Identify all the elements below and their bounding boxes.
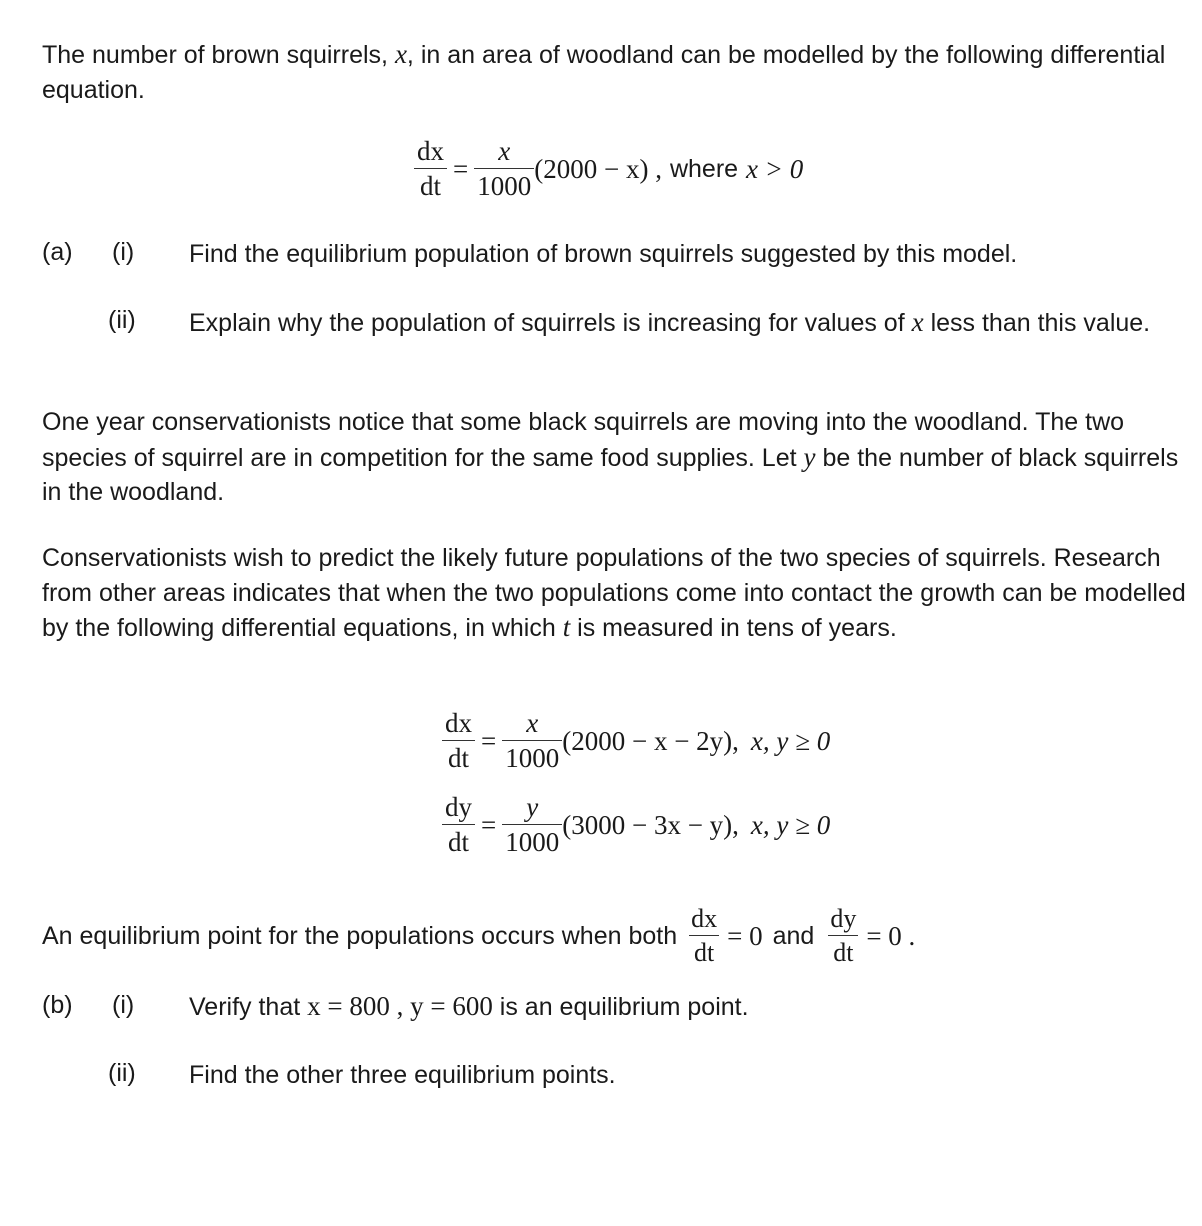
equation-2 xyxy=(442,710,830,772)
equilibrium-eq0a: = 0 xyxy=(727,920,763,951)
equilibrium-dxdt-num: dx xyxy=(689,906,719,936)
part-a-i-text: Find the equilibrium population of brown squirrels suggested by this model. xyxy=(189,240,1018,268)
part-a-ii-after: less than this value. xyxy=(930,309,1151,337)
part-b-i-label: (i) xyxy=(112,991,135,1019)
eq3-bracket: (3000 − 3x − y), xyxy=(562,809,739,840)
equilibrium-sentence xyxy=(42,906,915,966)
equilibrium-and: and xyxy=(772,921,815,950)
part-a-ii-before: Explain why the population of squirrels is increasing for values of xyxy=(189,309,905,337)
para2-var-y: y xyxy=(803,441,816,472)
eq2-rhs-fraction xyxy=(502,710,562,772)
intro-var-x: x xyxy=(394,39,407,69)
eq1-lhs-num: dx xyxy=(414,138,447,169)
eq2-lhs-fraction xyxy=(442,710,475,772)
eq1-equals: = xyxy=(453,153,469,184)
eq3-lhs-fraction xyxy=(442,794,475,856)
part-b-i-math: x = 800 , y = 600 xyxy=(307,991,493,1021)
eq3-lhs-num: dy xyxy=(442,794,475,825)
part-b-ii-text: Find the other three equilibrium points. xyxy=(189,1061,616,1089)
eq3-lhs-den: dt xyxy=(447,827,469,857)
equilibrium-dydt xyxy=(828,906,858,966)
part-b-label: (b) xyxy=(42,991,73,1019)
intro-text-after: , in an area of woodland can be modelled by the following differential equation. xyxy=(42,41,1166,104)
eq2-lhs-den: dt xyxy=(447,743,469,773)
eq2-rhs-den: 1000 xyxy=(505,743,560,773)
part-b-i-before: Verify that xyxy=(189,993,301,1021)
eq1-where: where xyxy=(669,154,739,183)
part-a-label: (a) xyxy=(42,238,73,266)
equilibrium-dydt-den: dt xyxy=(833,938,854,967)
equilibrium-dxdt xyxy=(689,906,719,966)
eq2-rhs-num: x xyxy=(526,708,539,738)
part-b-ii-label: (ii) xyxy=(108,1059,136,1087)
part-b-i-after: is an equilibrium point. xyxy=(499,993,749,1021)
eq1-lhs-fraction xyxy=(414,138,447,200)
equilibrium-text: An equilibrium point for the populations occurs when both xyxy=(42,921,678,950)
eq1-condition: x > 0 xyxy=(746,153,804,184)
equilibrium-eq0b: = 0 . xyxy=(866,920,916,951)
equilibrium-dxdt-den: dt xyxy=(693,938,715,967)
para2-text-after: be the number of black squirrels in the woodland. xyxy=(42,443,1179,506)
eq3-rhs-num: y xyxy=(526,792,539,822)
paragraph-conservationists xyxy=(42,541,1192,646)
part-b-i-text xyxy=(189,989,1179,1024)
para3-text-after: is measured in tens of years. xyxy=(577,614,897,642)
eq2-bracket: (2000 − x − 2y), xyxy=(562,725,739,756)
eq1-lhs-den: dt xyxy=(419,171,441,201)
part-a-ii-text xyxy=(189,305,1179,340)
eq3-equals: = xyxy=(481,809,497,840)
eq2-condition: x, y ≥ 0 xyxy=(750,725,831,756)
eq1-rhs-num: x xyxy=(498,136,511,166)
eq2-lhs-num: dx xyxy=(442,710,475,741)
part-a-ii-label: (ii) xyxy=(108,306,136,334)
eq3-rhs-den: 1000 xyxy=(505,827,560,857)
eq3-rhs-fraction xyxy=(502,794,562,856)
para2-text-before: One year conservationists notice that some black squirrels are moving into the woodland. The two species of squirrel are in competition for the same food supplies. Let xyxy=(42,408,1125,472)
equation-3 xyxy=(442,794,830,856)
eq2-equals: = xyxy=(481,725,497,756)
para3-text-before: Conservationists wish to predict the likely future populations of the two species of squirrels. Research from other areas indicates that when the two populations come into contact the growth can be modelled by the following differential equations, in which xyxy=(42,544,1186,642)
eq1-bracket: (2000 − x) , xyxy=(534,153,662,184)
para3-var-t: t xyxy=(562,612,571,642)
equation-1 xyxy=(414,138,803,200)
equilibrium-dydt-num: dy xyxy=(828,906,858,936)
intro-text-before: The number of brown squirrels, xyxy=(42,41,388,69)
part-a-ii-var: x xyxy=(911,307,924,337)
part-a-i-label: (i) xyxy=(112,238,135,266)
eq3-condition: x, y ≥ 0 xyxy=(750,809,831,840)
intro-paragraph xyxy=(42,37,1192,107)
eq1-rhs-fraction xyxy=(474,138,534,200)
paragraph-black-squirrels xyxy=(42,405,1192,510)
eq1-rhs-den: 1000 xyxy=(477,171,532,201)
